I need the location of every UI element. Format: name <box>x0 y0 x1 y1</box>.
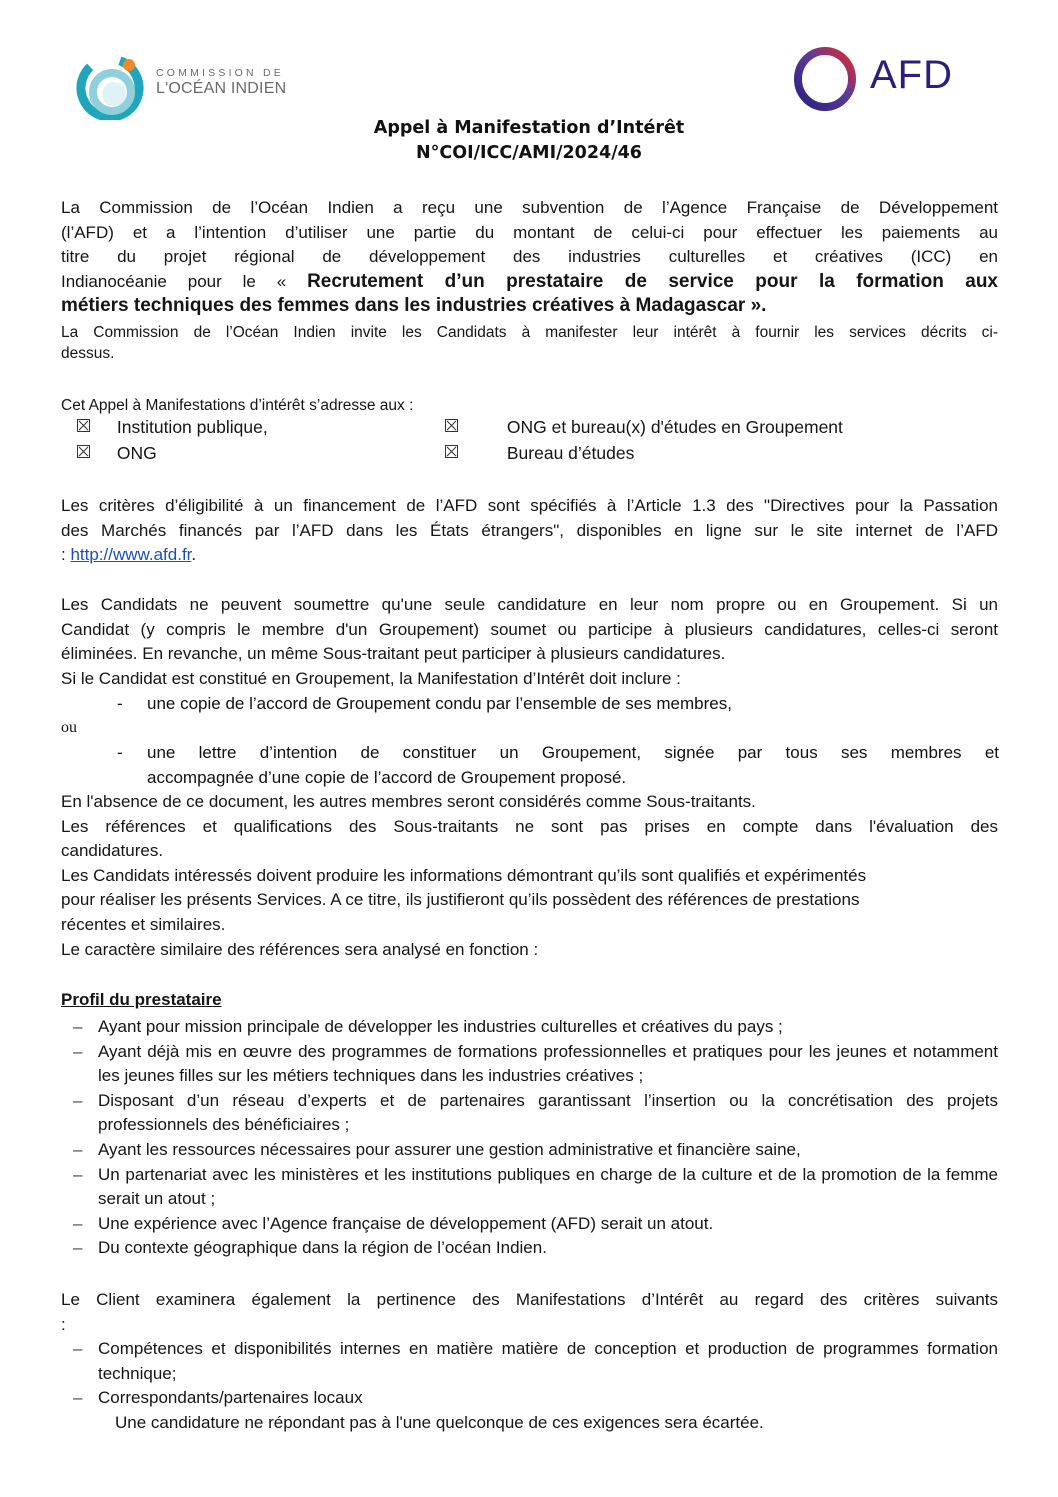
audience-intro: Cet Appel à Manifestations d’intérêt s’adresse aux : <box>61 397 414 414</box>
intro-line: (l’AFD) et a l’intention d’utiliser une partie du montant de celui-ci pour effectuer les paiements au <box>61 222 998 242</box>
audience-option-institution <box>77 415 268 440</box>
eligibility-line: Les critères d’éligibilité à un financement de l’AFD sont spécifiés à l’Article 1.3 des "Directives pour la Passation <box>61 496 998 515</box>
closing-statement: Une candidature ne répondant pas à l'une quelconque de ces exigences sera écartée. <box>115 1413 764 1432</box>
coi-logo-line1: COMMISSION DE <box>156 67 284 79</box>
checked-box-icon <box>445 419 458 432</box>
eligibility-paragraph <box>61 494 998 568</box>
profile-heading: Profil du prestataire <box>61 990 222 1009</box>
subject-bold-line1: Recrutement d’un prestataire de service pour la formation aux <box>307 270 998 292</box>
invite-paragraph <box>61 322 998 364</box>
dash-bullet: – <box>73 1164 83 1184</box>
candidates-line: Candidat (y compris le membre d'un Groupement) soumet ou participe à plusieurs candidatures, celles-ci seront <box>61 619 998 639</box>
candidates-paragraph <box>61 593 998 691</box>
subject-bold-line2: métiers techniques des femmes dans les industries créatives à Madagascar ». <box>61 295 767 317</box>
option-label: Bureau d’études <box>506 443 635 463</box>
criteria-intro <box>61 1288 998 1337</box>
list-item <box>61 1138 998 1163</box>
criteria-intro-line: : <box>61 1314 66 1334</box>
criteria-list <box>61 1337 998 1411</box>
dash-bullet: – <box>73 1017 83 1036</box>
candidates-line: Si le Candidat est constitué en Groupement, la Manifestation d’Intérêt doit inclure : <box>61 668 681 688</box>
option2-line: accompagnée d’une copie de l’accord de Groupement proposé. <box>147 767 627 787</box>
list-item-text: Ayant pour mission principale de développer les industries culturelles et créatives du pays ; <box>98 1017 783 1036</box>
or-separator: ou <box>61 719 77 736</box>
profile-list <box>61 1015 998 1261</box>
checked-box-icon <box>445 445 458 458</box>
checked-box-icon <box>77 419 90 432</box>
dash-bullet: – <box>73 1213 83 1233</box>
list-item-text: Disposant d’un réseau d’experts et de partenaires garantissant l’insertion ou la concrétisation des projets professionnels des bénéficiaires ; <box>98 1090 998 1135</box>
interested-line: Les Candidats intéressés doivent produire les informations démontrant qu’ils sont qualifiés et expérimentés <box>61 865 867 885</box>
option-label: ONG et bureau(x) d'études en Groupement <box>506 417 843 437</box>
invite-line: dessus. <box>61 345 115 362</box>
absence-line: En l'absence de ce document, les autres membres seront considérés comme Sous-traitants. <box>61 792 756 811</box>
intro-prefix: Indianocéanie pour le « <box>61 271 308 291</box>
coi-logo-text <box>156 68 286 97</box>
list-item-text: Un partenariat avec les ministères et les institutions publiques en charge de la culture et de la promotion de la femme serait un atout ; <box>98 1164 998 1209</box>
afd-logo-text: AFD <box>870 53 953 97</box>
dash-bullet: – <box>73 1388 83 1408</box>
option2-line: une lettre d’intention de constituer un Groupement, signée par tous ses membres et <box>147 743 999 762</box>
afd-website-link[interactable]: http://www.afd.fr <box>70 545 192 565</box>
intro-paragraph <box>61 196 998 319</box>
audience-option-ong <box>77 441 157 466</box>
candidates-line: éliminées. En revanche, un même Sous-traitant peut participer à plusieurs candidatures. <box>61 644 726 664</box>
dash-bullet: – <box>73 1238 83 1258</box>
list-item-text: Compétences et disponibilités internes en matière matière de conception et production de programmes formation technique; <box>98 1339 998 1383</box>
coi-logo-line2: L'OCÉAN INDIEN <box>156 79 287 97</box>
option-label: Institution publique, <box>116 417 268 437</box>
coi-logo <box>74 50 294 120</box>
eligibility-link-line <box>61 543 998 568</box>
list-item <box>61 1089 998 1138</box>
list-item-text: Ayant les ressources nécessaires pour assurer une gestion administrative et financière saine, <box>98 1139 801 1159</box>
interested-line: récentes et similaires. <box>61 914 226 934</box>
dash-bullet: - <box>117 694 123 713</box>
list-item <box>61 1163 998 1212</box>
dash-bullet: – <box>73 1339 83 1358</box>
option-label: ONG <box>116 443 157 463</box>
list-item <box>61 1337 998 1386</box>
reference-number: N°COI/ICC/AMI/2024/46 <box>416 143 642 163</box>
grouping-option-text: une copie de l’accord de Groupement condu par l’ensemble de ses membres, <box>147 694 732 713</box>
coi-emblem-icon <box>74 50 154 120</box>
list-item <box>61 1040 998 1089</box>
list-item-text: Ayant déjà mis en œuvre des programmes de formations professionnelles et pratiques pour les jeunes et notamment les jeunes filles sur les métiers techniques dans les industries créatives ; <box>98 1041 998 1086</box>
colon: : <box>61 545 71 565</box>
similar-line: Le caractère similaire des références sera analysé en fonction : <box>61 939 539 959</box>
subject-line2-wrap <box>61 294 998 319</box>
invite-line: La Commission de l’Océan Indien invite les Candidats à manifester leur intérêt à fournir les services décrits ci- <box>61 324 998 341</box>
list-item-text: Une expérience avec l’Agence française de développement (AFD) serait un atout. <box>98 1213 714 1233</box>
interested-line: pour réaliser les présents Services. A ce titre, ils justifieront qu’ils possèdent des références de prestations <box>61 890 860 910</box>
document-title <box>0 116 1058 166</box>
list-item-text: Correspondants/partenaires locaux <box>98 1388 363 1408</box>
intro-line: titre du projet régional de développement des industries culturelles et créatives (ICC) en <box>61 247 998 267</box>
subcontractors-paragraph <box>61 790 998 962</box>
dash-bullet: – <box>73 1090 83 1110</box>
period: . <box>191 545 197 565</box>
audience-option-bureau <box>445 441 634 466</box>
audience-option-ong-groupement <box>445 415 843 440</box>
intro-line: La Commission de l’Océan Indien a reçu une subvention de l’Agence Française de Développement <box>61 198 998 217</box>
dash-bullet: - <box>117 743 123 762</box>
eligibility-line: des Marchés financés par l’AFD dans les États étrangers", disponibles en ligne sur le site internet de l’AFD <box>61 520 998 540</box>
list-item <box>61 1236 998 1261</box>
title-line1: Appel à Manifestation d’Intérêt <box>373 118 685 138</box>
refs-line: Les références et qualifications des Sous-traitants ne sont pas prises en compte dans l'évaluation des <box>61 816 998 836</box>
criteria-intro-line: Le Client examinera également la pertinence des Manifestations d’Intérêt au regard des critères suivants <box>61 1290 998 1309</box>
grouping-option-text <box>147 741 999 790</box>
intro-line-with-subject <box>61 270 998 295</box>
dash-bullet: – <box>73 1041 83 1061</box>
dash-bullet: – <box>73 1139 83 1159</box>
list-item <box>61 1386 998 1411</box>
list-item <box>61 1212 998 1237</box>
list-item-text: Du contexte géographique dans la région de l’océan Indien. <box>98 1238 547 1258</box>
afd-logo <box>792 46 972 112</box>
list-item <box>61 1015 998 1040</box>
candidates-line: Les Candidats ne peuvent soumettre qu'une seule candidature en leur nom propre ou en Groupement. Si un <box>61 595 998 614</box>
checked-box-icon <box>77 445 90 458</box>
refs-line: candidatures. <box>61 841 164 861</box>
afd-ring-icon <box>792 46 862 112</box>
